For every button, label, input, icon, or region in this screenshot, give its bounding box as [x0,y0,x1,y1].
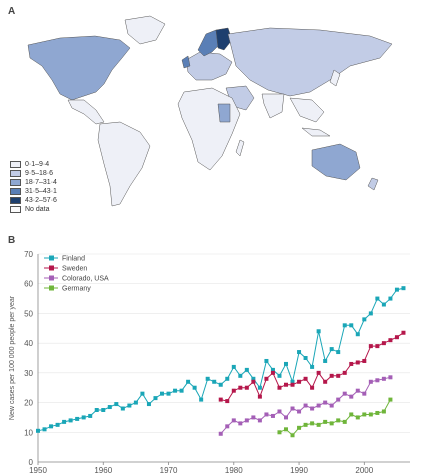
data-point [323,380,327,384]
data-point [232,365,236,369]
legend-label: Colorado, USA [62,275,109,283]
data-point [140,392,144,396]
legend-label: Sweden [62,265,88,273]
data-point [317,371,321,375]
data-point [330,404,334,408]
legend-label: 9·5–18·6 [25,170,54,177]
map-region-asia [228,28,392,96]
data-point [297,426,301,430]
x-tick-label: 1950 [29,466,47,475]
data-point [362,392,366,396]
data-point [284,383,288,387]
legend-marker [49,276,54,281]
data-point [382,377,386,381]
data-point [304,423,308,427]
data-point [75,417,79,421]
data-point [251,415,255,419]
data-point [219,398,223,402]
data-point [95,408,99,412]
data-point [134,401,138,405]
data-point [232,418,236,422]
data-point [277,374,281,378]
data-point [56,423,60,427]
data-point [356,389,360,393]
legend-marker [49,266,54,271]
data-point [323,420,327,424]
map-region-uk [182,56,190,68]
data-point [349,395,353,399]
data-point [225,424,229,428]
map-region-new-zealand [368,178,378,190]
y-tick-label: 50 [24,309,33,319]
legend-swatch [10,170,21,177]
map-region-southeast-asia [290,98,324,122]
data-point [264,377,268,381]
legend-label: 0·1–9·4 [25,161,50,168]
map-region-africa [178,88,240,170]
data-point [336,398,340,402]
legend-swatch [10,161,21,168]
data-point [336,418,340,422]
data-point [382,409,386,413]
data-point [349,323,353,327]
y-tick-label: 40 [24,339,33,349]
data-point [304,404,308,408]
data-point [82,415,86,419]
data-point [238,386,242,390]
data-point [343,420,347,424]
data-point [62,420,66,424]
data-point [245,368,249,372]
data-point [153,396,157,400]
data-point [186,380,190,384]
data-point [317,423,321,427]
data-point [49,424,53,428]
legend-label: Germany [62,285,91,293]
data-point [401,331,405,335]
legend-label: 43·2–57·6 [25,197,57,204]
map-region-europe [186,52,232,80]
x-tick-label: 2000 [355,466,374,475]
y-tick-label: 70 [24,250,33,259]
y-tick-label: 0 [28,458,33,467]
data-point [121,407,125,411]
y-tick-label: 10 [24,428,33,438]
data-point [193,386,197,390]
data-point [362,317,366,321]
data-point [206,377,210,381]
data-point [375,378,379,382]
legend-swatch [10,197,21,204]
data-point [88,414,92,418]
legend-swatch [10,179,21,186]
data-point [291,383,295,387]
data-point [180,389,184,393]
data-point [199,398,203,402]
data-point [277,430,281,434]
data-point [284,427,288,431]
data-point [323,401,327,405]
map-region-sudan [218,104,230,122]
data-point [336,350,340,354]
data-point [375,411,379,415]
data-point [245,386,249,390]
map-region-mexico [68,100,104,124]
map-region-indonesia [302,128,330,136]
map-region-south-asia [262,94,284,118]
data-point [297,350,301,354]
data-point [291,433,295,437]
data-point [147,402,151,406]
legend-row [10,196,57,205]
data-point [317,329,321,333]
data-point [369,344,373,348]
data-point [395,335,399,339]
data-point [258,418,262,422]
data-point [349,412,353,416]
data-point [330,421,334,425]
legend-row [10,160,57,169]
data-point [160,392,164,396]
data-point [69,418,73,422]
y-tick-label: 20 [24,398,33,408]
data-point [238,374,242,378]
series-line-finland [38,285,404,431]
legend-label: 18·7–31·4 [25,179,57,186]
map-region-madagascar [236,140,244,156]
x-tick-label: 1960 [94,466,113,475]
data-point [356,415,360,419]
data-point [343,371,347,375]
y-tick-label: 60 [24,279,33,289]
data-point [43,427,47,431]
data-point [297,409,301,413]
data-point [349,362,353,366]
data-point [108,405,112,409]
y-axis-label: New cases per 100 000 people per year [9,295,16,421]
legend-swatch [10,188,21,195]
data-point [310,421,314,425]
legend-row [10,169,57,178]
map-region-south-america [98,122,150,206]
data-point [127,404,131,408]
data-point [232,389,236,393]
data-point [362,412,366,416]
data-point [225,377,229,381]
legend-label: 31·5–43·1 [25,188,57,195]
data-point [382,341,386,345]
data-point [264,412,268,416]
data-point [343,323,347,327]
data-point [277,409,281,413]
data-point [317,404,321,408]
world-map [0,0,421,235]
x-tick-label: 1970 [159,466,178,475]
data-point [271,414,275,418]
data-point [330,374,334,378]
data-point [369,380,373,384]
data-point [101,408,105,412]
data-point [114,402,118,406]
data-point [388,398,392,402]
y-tick-label: 30 [24,368,33,378]
panel-b-label: B [8,235,16,246]
data-point [310,386,314,390]
data-point [271,371,275,375]
x-tick-label: 1980 [224,466,243,475]
data-point [225,399,229,403]
data-point [356,360,360,364]
data-point [219,432,223,436]
panel-a-label: A [8,6,16,17]
data-point [258,386,262,390]
data-point [310,407,314,411]
incidence-line-chart [0,240,421,475]
data-point [277,386,281,390]
data-point [291,407,295,411]
data-point [238,421,242,425]
data-point [245,418,249,422]
data-point [251,380,255,384]
data-point [382,303,386,307]
legend-label: No data [25,206,50,213]
data-point [375,344,379,348]
series-line-germany [280,400,391,436]
map-region-north-america [28,36,130,100]
data-point [336,374,340,378]
data-point [304,377,308,381]
data-point [388,375,392,379]
x-tick-label: 1990 [290,466,308,475]
data-point [369,311,373,315]
data-point [219,383,223,387]
data-point [304,356,308,360]
data-point [284,415,288,419]
data-point [167,392,171,396]
data-point [369,412,373,416]
data-point [284,362,288,366]
map-region-australia [312,144,360,180]
legend-swatch [10,206,21,213]
data-point [356,332,360,336]
legend-row [10,178,57,187]
legend-label: Finland [62,255,85,263]
map-legend [10,160,57,214]
data-point [36,429,40,433]
map-region-greenland [125,16,165,44]
data-point [258,395,262,399]
data-point [388,297,392,301]
data-point [362,359,366,363]
data-point [375,297,379,301]
data-point [395,288,399,292]
legend-marker [49,256,54,261]
data-point [388,338,392,342]
data-point [212,380,216,384]
data-point [264,359,268,363]
legend-row [10,205,57,214]
legend-row [10,187,57,196]
data-point [323,359,327,363]
data-point [310,365,314,369]
data-point [343,392,347,396]
data-point [401,286,405,290]
data-point [330,347,334,351]
data-point [297,380,301,384]
data-point [173,389,177,393]
legend-marker [49,286,54,291]
